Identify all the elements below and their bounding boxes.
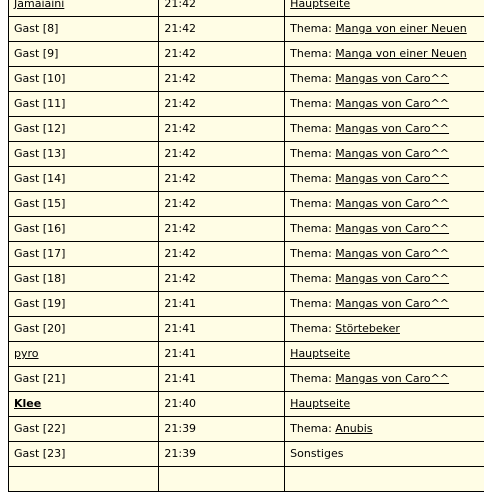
location-cell	[285, 0, 484, 17]
location-cell	[285, 242, 484, 267]
last-activity-time: 21:42	[164, 122, 196, 135]
user-cell	[9, 42, 159, 67]
guest-name: Gast [19]	[14, 297, 65, 310]
time-cell	[159, 17, 285, 42]
location-link[interactable]: Störtebeker	[335, 322, 400, 335]
last-activity-time: 21:42	[164, 72, 196, 85]
location-link[interactable]: Mangas von Caro^^	[335, 172, 449, 185]
location-cell	[285, 217, 484, 242]
user-cell	[9, 92, 159, 117]
location-cell	[285, 42, 484, 67]
user-cell	[9, 167, 159, 192]
user-cell	[9, 0, 159, 17]
time-cell	[159, 92, 285, 117]
location-prefix: Thema:	[290, 297, 335, 310]
guest-name: Gast [17]	[14, 247, 65, 260]
user-cell	[9, 67, 159, 92]
table-row	[9, 467, 484, 492]
time-cell	[159, 217, 285, 242]
guest-name: Gast [10]	[14, 72, 65, 85]
table-row	[9, 92, 484, 117]
table-row	[9, 42, 484, 67]
location-link[interactable]: Mangas von Caro^^	[335, 122, 449, 135]
guest-name: Gast [20]	[14, 322, 65, 335]
location-link[interactable]: Manga von einer Neuen	[335, 22, 466, 35]
last-activity-time: 21:40	[164, 397, 196, 410]
time-cell	[159, 142, 285, 167]
guest-name: Gast [16]	[14, 222, 65, 235]
location-link[interactable]: Hauptseite	[290, 347, 350, 360]
table-row	[9, 17, 484, 42]
table-row	[9, 217, 484, 242]
guest-name: Gast [13]	[14, 147, 65, 160]
location-cell	[285, 267, 484, 292]
last-activity-time: 21:42	[164, 222, 196, 235]
table-row	[9, 0, 484, 17]
time-cell	[159, 267, 285, 292]
guest-name: Gast [22]	[14, 422, 65, 435]
location-text: Sonstiges	[290, 447, 343, 460]
location-cell	[285, 417, 484, 442]
user-cell	[9, 242, 159, 267]
guest-name: Gast [14]	[14, 172, 65, 185]
last-activity-time: 21:41	[164, 347, 196, 360]
last-activity-time: 21:39	[164, 422, 196, 435]
time-cell	[159, 192, 285, 217]
table-row	[9, 267, 484, 292]
location-prefix: Thema:	[290, 172, 335, 185]
table-row	[9, 292, 484, 317]
location-cell	[285, 317, 484, 342]
location-link[interactable]: Mangas von Caro^^	[335, 297, 449, 310]
time-cell	[159, 417, 285, 442]
time-cell	[159, 117, 285, 142]
user-cell	[9, 417, 159, 442]
user-cell	[9, 367, 159, 392]
user-cell	[9, 267, 159, 292]
last-activity-time: 21:39	[164, 447, 196, 460]
table-row	[9, 167, 484, 192]
location-cell	[285, 192, 484, 217]
table-row	[9, 192, 484, 217]
last-activity-time: 21:42	[164, 97, 196, 110]
table-row	[9, 342, 484, 367]
location-prefix: Thema:	[290, 247, 335, 260]
user-cell	[9, 392, 159, 417]
location-prefix: Thema:	[290, 22, 335, 35]
user-cell	[9, 342, 159, 367]
location-link[interactable]: Hauptseite	[290, 397, 350, 410]
guest-name: Gast [11]	[14, 97, 65, 110]
last-activity-time: 21:42	[164, 272, 196, 285]
time-cell	[159, 442, 285, 467]
last-activity-time: 21:42	[164, 47, 196, 60]
guest-name: Gast [9]	[14, 47, 58, 60]
location-prefix: Thema:	[290, 122, 335, 135]
location-prefix: Thema:	[290, 47, 335, 60]
user-cell	[9, 467, 159, 492]
user-cell	[9, 292, 159, 317]
location-cell	[285, 392, 484, 417]
location-prefix: Thema:	[290, 222, 335, 235]
time-cell	[159, 167, 285, 192]
table-row	[9, 67, 484, 92]
table-row	[9, 117, 484, 142]
location-cell	[285, 442, 484, 467]
location-prefix: Thema:	[290, 72, 335, 85]
location-prefix: Thema:	[290, 197, 335, 210]
user-cell	[9, 317, 159, 342]
time-cell	[159, 342, 285, 367]
location-cell	[285, 92, 484, 117]
location-prefix: Thema:	[290, 272, 335, 285]
guest-name: Gast [23]	[14, 447, 65, 460]
guest-name: Gast [12]	[14, 122, 65, 135]
last-activity-time: 21:42	[164, 22, 196, 35]
time-cell	[159, 317, 285, 342]
user-cell	[9, 217, 159, 242]
guest-name: Gast [8]	[14, 22, 58, 35]
guest-name: Gast [18]	[14, 272, 65, 285]
table-row	[9, 317, 484, 342]
online-users-table	[8, 0, 484, 492]
location-link[interactable]: Mangas von Caro^^	[335, 247, 449, 260]
user-cell	[9, 192, 159, 217]
table-row	[9, 142, 484, 167]
location-cell	[285, 67, 484, 92]
last-activity-time: 21:42	[164, 0, 196, 10]
user-cell	[9, 442, 159, 467]
location-cell	[285, 117, 484, 142]
location-cell	[285, 467, 484, 492]
table-row	[9, 392, 484, 417]
last-activity-time: 21:42	[164, 197, 196, 210]
location-link[interactable]: Mangas von Caro^^	[335, 97, 449, 110]
location-cell	[285, 292, 484, 317]
time-cell	[159, 67, 285, 92]
user-link[interactable]: Klee	[14, 397, 41, 410]
location-cell	[285, 142, 484, 167]
location-prefix: Thema:	[290, 97, 335, 110]
time-cell	[159, 392, 285, 417]
user-link[interactable]: Jamaiaini	[14, 0, 64, 10]
time-cell	[159, 42, 285, 67]
guest-name: Gast [15]	[14, 197, 65, 210]
location-prefix: Thema:	[290, 322, 335, 335]
last-activity-time: 21:42	[164, 172, 196, 185]
location-cell	[285, 167, 484, 192]
user-cell	[9, 142, 159, 167]
location-link[interactable]: Mangas von Caro^^	[335, 147, 449, 160]
location-prefix: Thema:	[290, 372, 335, 385]
user-cell	[9, 17, 159, 42]
location-link[interactable]: Mangas von Caro^^	[335, 272, 449, 285]
user-link[interactable]: pyro	[14, 347, 39, 360]
last-activity-time: 21:41	[164, 297, 196, 310]
table-row	[9, 442, 484, 467]
location-link[interactable]: Manga von einer Neuen	[335, 47, 466, 60]
last-activity-time: 21:41	[164, 372, 196, 385]
last-activity-time: 21:42	[164, 247, 196, 260]
location-cell	[285, 342, 484, 367]
time-cell	[159, 292, 285, 317]
location-link[interactable]: Hauptseite	[290, 0, 350, 10]
location-link[interactable]: Mangas von Caro^^	[335, 372, 449, 385]
user-cell	[9, 117, 159, 142]
location-link[interactable]: Mangas von Caro^^	[335, 222, 449, 235]
location-prefix: Thema:	[290, 147, 335, 160]
location-link[interactable]: Mangas von Caro^^	[335, 72, 449, 85]
online-users-rows	[9, 0, 484, 492]
time-cell	[159, 0, 285, 17]
guest-name: Gast [21]	[14, 372, 65, 385]
time-cell	[159, 242, 285, 267]
location-link[interactable]: Anubis	[335, 422, 372, 435]
time-cell	[159, 367, 285, 392]
location-prefix: Thema:	[290, 422, 335, 435]
location-cell	[285, 367, 484, 392]
location-cell	[285, 17, 484, 42]
last-activity-time: 21:41	[164, 322, 196, 335]
location-link[interactable]: Mangas von Caro^^	[335, 197, 449, 210]
table-row	[9, 367, 484, 392]
table-row	[9, 242, 484, 267]
last-activity-time: 21:42	[164, 147, 196, 160]
time-cell	[159, 467, 285, 492]
table-row	[9, 417, 484, 442]
